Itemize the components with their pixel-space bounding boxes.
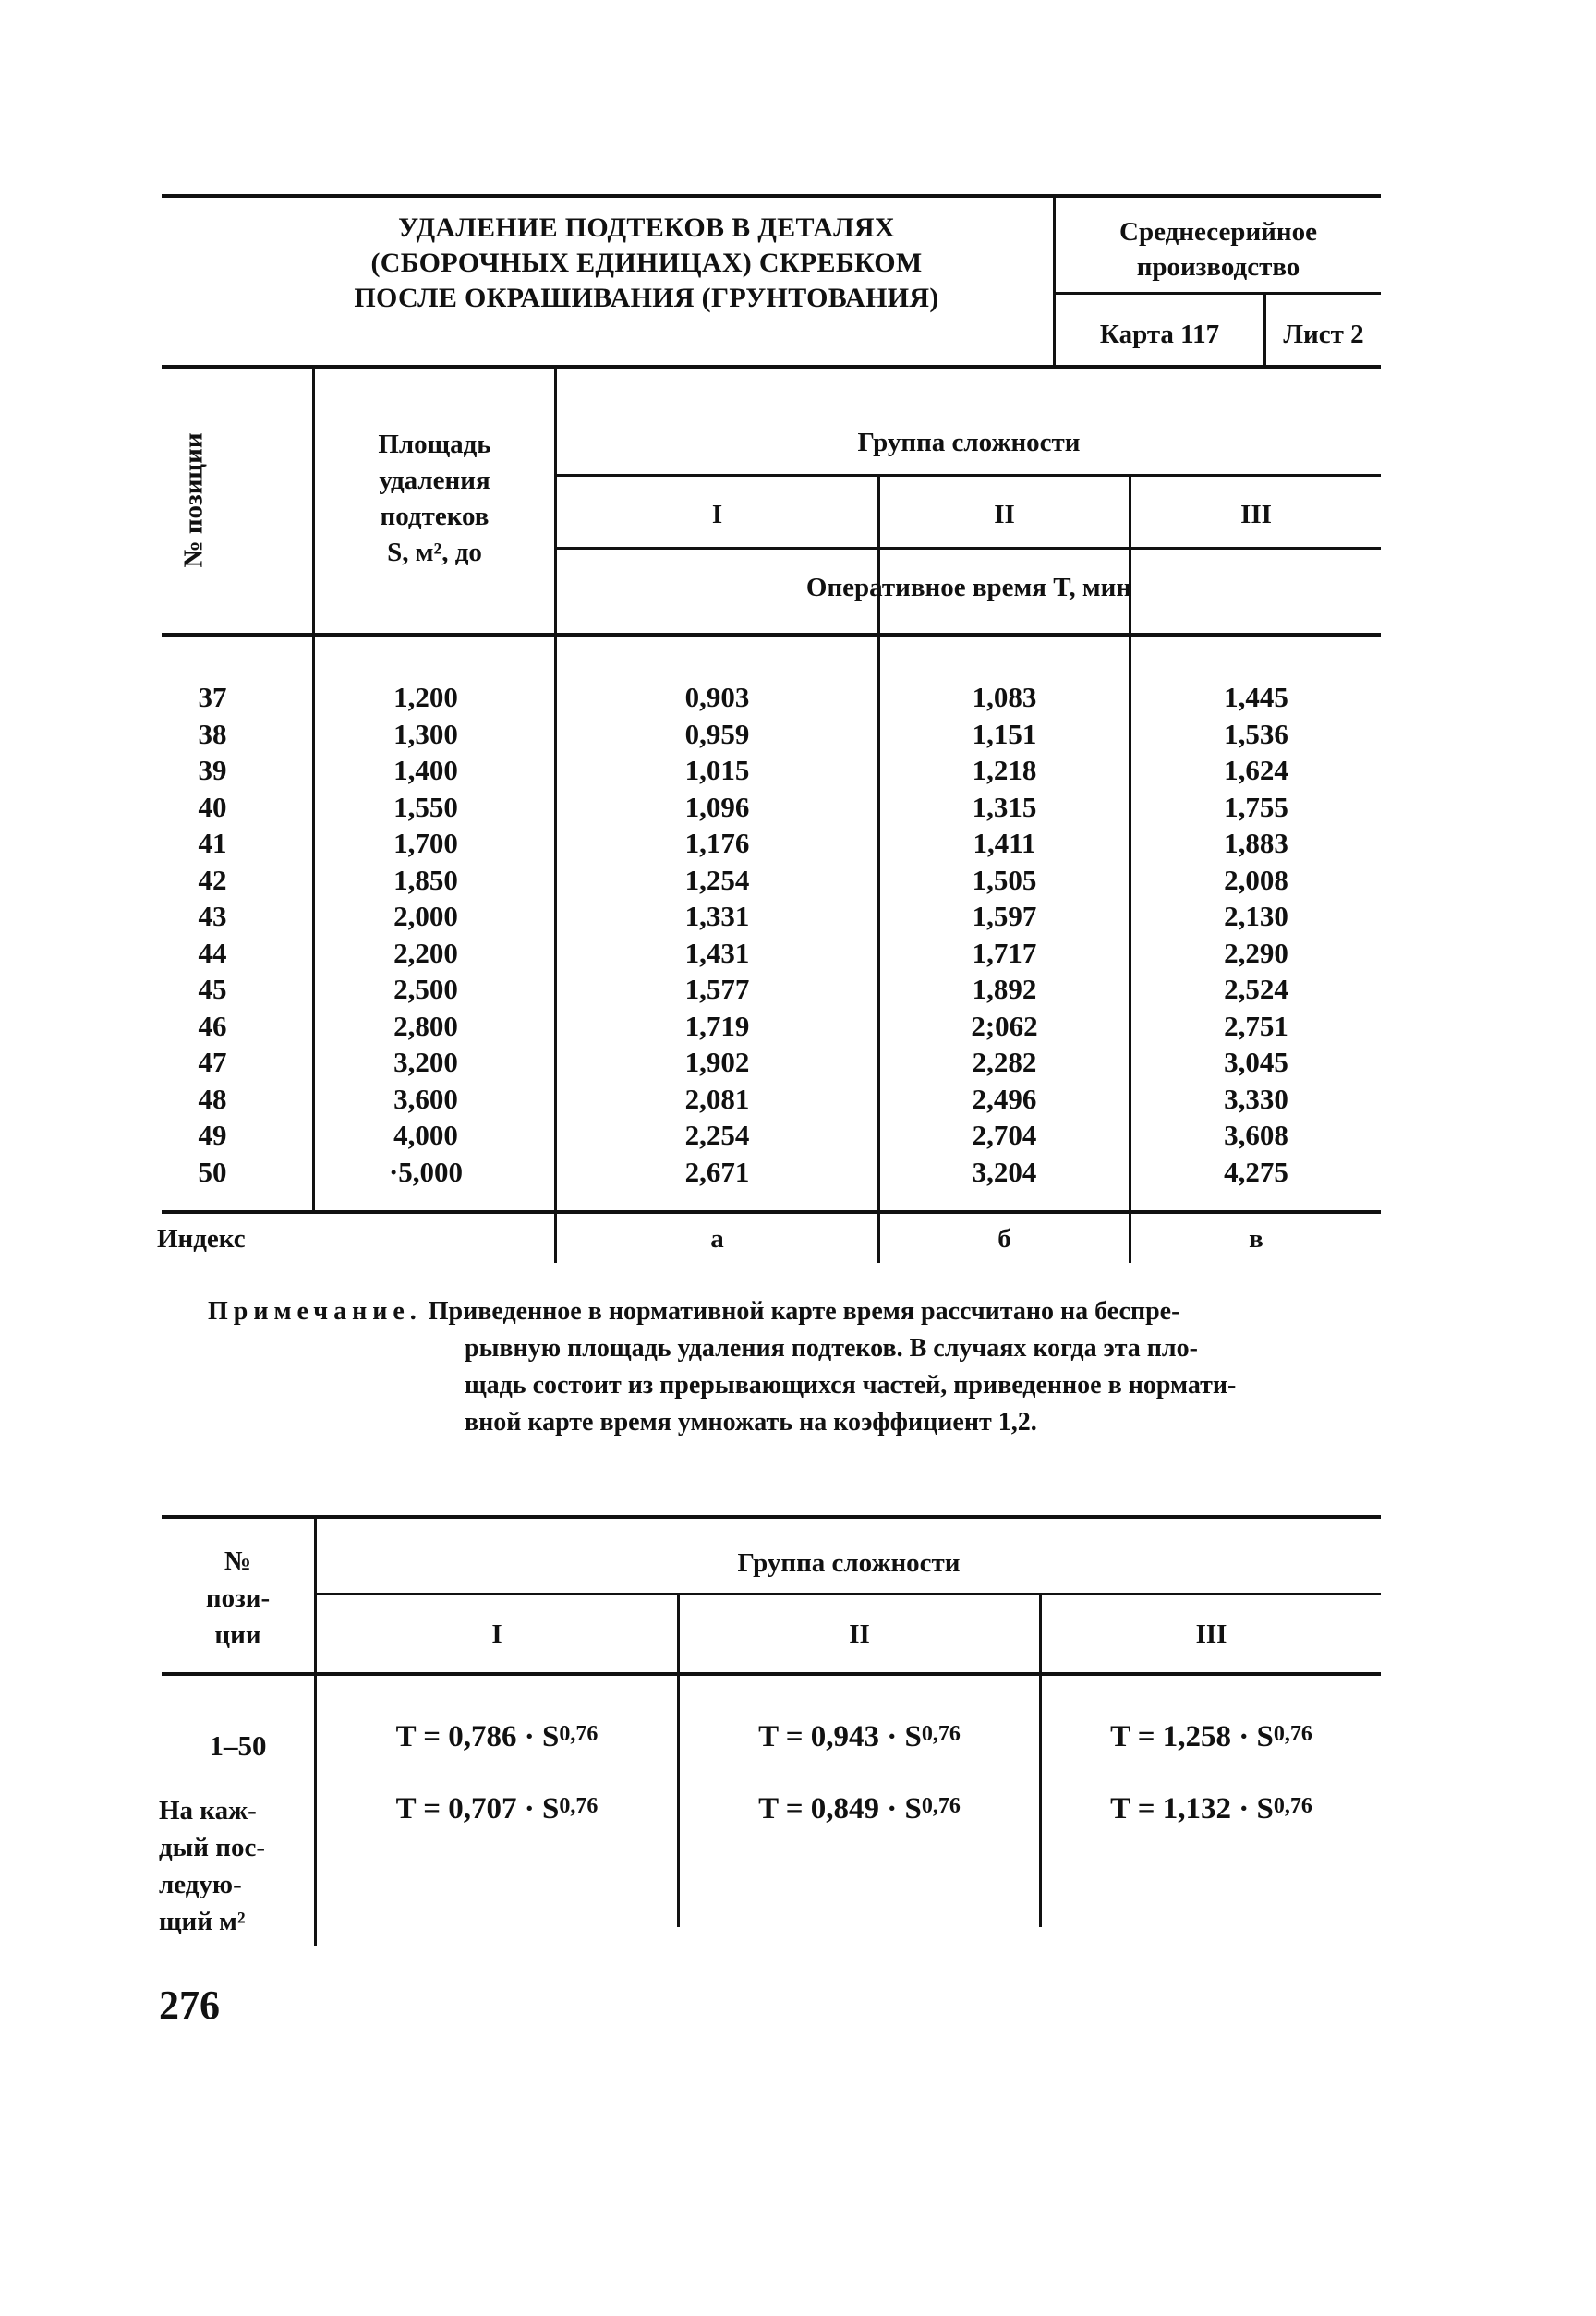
table-cell: 2,800 [393, 1009, 458, 1042]
row2-label-line-3: ледую- [159, 1870, 242, 1899]
t1-group-II-column [880, 679, 1129, 1190]
t1-positions-column [166, 679, 259, 1190]
t1-time-rule [556, 547, 1381, 550]
table-cell: 2,000 [393, 900, 458, 932]
table-cell: 1,400 [393, 754, 458, 786]
formula-exponent: 0,76 [559, 1722, 598, 1746]
table-cell: 2,524 [1224, 973, 1288, 1005]
page-number: 276 [159, 1983, 220, 2028]
table-cell: 1,300 [393, 717, 458, 750]
table-cell: 37 [198, 681, 227, 713]
table-cell: 4,275 [1224, 1155, 1288, 1188]
title-line-1: УДАЛЕНИЕ ПОДТЕКОВ В ДЕТАЛЯХ [398, 212, 895, 243]
t1-group-rule [556, 474, 1381, 477]
card-number: Карта 117 [1099, 320, 1220, 349]
t1-index-a: а [710, 1224, 724, 1254]
formula-exponent: 0,76 [559, 1794, 598, 1818]
formula-exponent: 0,76 [1273, 1794, 1312, 1818]
area-header-line-1: Площадь [378, 430, 491, 459]
formula-text: T = 0,707 · S [395, 1792, 560, 1825]
table-cell: 45 [198, 973, 227, 1005]
note-text: Приведенное в нормативной карте время рассчитано на беспре- [428, 1297, 1180, 1326]
header-bottom-rule [162, 365, 1381, 369]
table-cell: ·5,000 [388, 1155, 464, 1188]
row2-label-line-2: дый пос- [159, 1833, 266, 1862]
table-cell: 1,850 [393, 863, 458, 896]
table-cell: 1,624 [1224, 754, 1288, 786]
row2-label-line-4: щий м² [159, 1907, 246, 1936]
table-cell: 1,883 [1224, 827, 1288, 859]
t2-header-bottom-rule [162, 1672, 1381, 1676]
formula-text: T = 0,943 · S [758, 1720, 922, 1753]
t1-position-header: № позиции [178, 432, 209, 568]
formula-exponent: 0,76 [921, 1722, 961, 1746]
table-cell: 49 [198, 1119, 227, 1151]
t2-group-rule [317, 1593, 1381, 1595]
table-cell: 3,045 [1224, 1046, 1288, 1078]
table-cell: 43 [198, 900, 227, 932]
table-cell: 42 [198, 863, 227, 896]
note-line-1 [208, 1293, 1385, 1330]
table-cell: 1,176 [684, 827, 750, 859]
document-title [277, 211, 1016, 316]
t2-row2-formula-I [317, 1792, 677, 1826]
table-cell: 1,892 [972, 973, 1037, 1005]
table-cell: 0,903 [684, 681, 750, 713]
table-cell: 1,096 [684, 790, 750, 823]
t2-row2-label [159, 1792, 311, 1940]
formula-text: T = 0,849 · S [758, 1792, 922, 1825]
table-cell: 1,331 [684, 900, 750, 932]
t1-data-bottom-rule [162, 1210, 1381, 1214]
table-cell: 39 [198, 754, 227, 786]
table-cell: 4,000 [393, 1119, 458, 1151]
table-cell: 2,496 [972, 1082, 1037, 1115]
area-header-line-2: удаления [379, 466, 490, 495]
t2-row1-formula-III [1042, 1720, 1381, 1754]
t2-group-header: Группа сложности [737, 1548, 961, 1578]
note-line-3: щадь состоит из прерывающихся частей, приведенное в нормати- [465, 1371, 1237, 1400]
header-right-rule [1054, 292, 1381, 295]
table-cell: 2,282 [972, 1046, 1037, 1078]
table-cell: 1,577 [684, 973, 750, 1005]
t2-top-rule [162, 1515, 1381, 1519]
formula-text: T = 1,258 · S [1110, 1720, 1274, 1753]
t1-index-c: в [1249, 1224, 1264, 1254]
t1-group-header: Группа сложности [857, 428, 1081, 457]
table-cell: 38 [198, 717, 227, 750]
t1-time-header: Оперативное время T, мин [805, 573, 1132, 602]
table-cell: 41 [198, 827, 227, 859]
table-cell: 40 [198, 790, 227, 823]
t2-row2-formula-II [680, 1792, 1039, 1826]
t2-position-line-2: пози- [205, 1583, 271, 1613]
table-cell: 1,151 [972, 717, 1037, 750]
t2-group-II: II [849, 1619, 870, 1649]
table-cell: 50 [198, 1155, 227, 1188]
table-cell: 2,751 [1224, 1009, 1288, 1042]
table-cell: 3,330 [1224, 1082, 1288, 1115]
table-cell: 1,597 [972, 900, 1037, 932]
t1-group-III-column [1131, 679, 1381, 1190]
formula-exponent: 0,76 [1273, 1722, 1312, 1746]
title-line-3: ПОСЛЕ ОКРАШИВАНИЯ (ГРУНТОВАНИЯ) [354, 283, 939, 313]
title-line-2: (СБОРОЧНЫХ ЕДИНИЦАХ) СКРЕБКОМ [370, 248, 923, 278]
table-cell: 1,315 [972, 790, 1037, 823]
table-cell: 2,200 [393, 936, 458, 969]
table-cell: 2,290 [1224, 936, 1288, 969]
table-cell: 3,200 [393, 1046, 458, 1078]
table-cell: 1,550 [393, 790, 458, 823]
t1-group-II: II [994, 500, 1015, 529]
area-header-line-3: подтеков [380, 502, 490, 531]
t1-header-bottom-rule [162, 633, 1381, 637]
table-cell: 2,130 [1224, 900, 1288, 932]
note-block [208, 1293, 1385, 1441]
header-top-rule [162, 194, 1381, 198]
table-cell: 1,700 [393, 827, 458, 859]
sheet-number: Лист 2 [1283, 320, 1364, 349]
table-cell: 1,719 [684, 1009, 750, 1042]
table-cell: 1,536 [1224, 717, 1288, 750]
production-line-1: Среднесерийное [1119, 217, 1317, 247]
formula-text: T = 1,132 · S [1110, 1792, 1274, 1825]
t1-group-III: III [1240, 500, 1272, 529]
note-line-4: вной карте время умножать на коэффициент 1,2. [465, 1408, 1037, 1437]
t1-area-header [315, 427, 554, 571]
table-cell: 3,204 [972, 1155, 1037, 1188]
table-cell: 2,081 [684, 1082, 750, 1115]
t1-group-I: I [711, 500, 723, 529]
table-cell: 0,959 [684, 717, 750, 750]
table-cell: 1,755 [1224, 790, 1288, 823]
table-cell: 1,411 [973, 827, 1036, 859]
table-cell: 2,671 [684, 1155, 750, 1188]
t2-row2-formula-III [1042, 1792, 1381, 1826]
table-cell: 1,505 [972, 863, 1037, 896]
production-type [1056, 214, 1381, 285]
table-cell: 44 [198, 936, 227, 969]
table-cell: 3,608 [1224, 1119, 1288, 1151]
formula-text: T = 0,786 · S [395, 1720, 560, 1753]
note-label: Примечание. [208, 1297, 422, 1326]
table-cell: 1,717 [972, 936, 1037, 969]
formula-exponent: 0,76 [921, 1794, 961, 1818]
t2-position-line-3: ции [214, 1620, 261, 1650]
table-cell: 2;062 [971, 1009, 1038, 1042]
table-cell: 1,218 [972, 754, 1037, 786]
t2-row1-formula-II [680, 1720, 1039, 1754]
table-cell: 1,902 [684, 1046, 750, 1078]
t2-row1-label: 1–50 [209, 1729, 267, 1762]
t2-group-III: III [1195, 1619, 1227, 1649]
table-cell: 47 [198, 1046, 227, 1078]
table-cell: 1,431 [684, 936, 750, 969]
note-line-2: рывную площадь удаления подтеков. В случаях когда эта пло- [465, 1334, 1198, 1363]
t2-position-line-1: № [224, 1546, 252, 1576]
table-cell: 1,083 [972, 681, 1037, 713]
table-cell: 2,008 [1224, 863, 1288, 896]
table-cell: 2,254 [684, 1119, 750, 1151]
t1-group-I-column [557, 679, 877, 1190]
t1-areas-column [315, 679, 537, 1190]
table-cell: 1,200 [393, 681, 458, 713]
t2-row1-formula-I [317, 1720, 677, 1754]
table-cell: 3,600 [393, 1082, 458, 1115]
table-cell: 1,445 [1224, 681, 1288, 713]
production-line-2: производство [1136, 252, 1300, 282]
t1-index-label: Индекс [157, 1224, 246, 1254]
row2-label-line-1: На каж- [159, 1796, 257, 1825]
table-cell: 2,500 [393, 973, 458, 1005]
table-cell: 48 [198, 1082, 227, 1115]
table-cell: 1,254 [684, 863, 750, 896]
t1-index-b: б [998, 1224, 1011, 1254]
table-cell: 46 [198, 1009, 227, 1042]
t2-group-I: I [491, 1619, 502, 1649]
table-cell: 2,704 [972, 1119, 1037, 1151]
table-cell: 1,015 [684, 754, 750, 786]
t2-position-header [162, 1543, 314, 1654]
area-header-line-4: S, м², до [387, 538, 482, 567]
